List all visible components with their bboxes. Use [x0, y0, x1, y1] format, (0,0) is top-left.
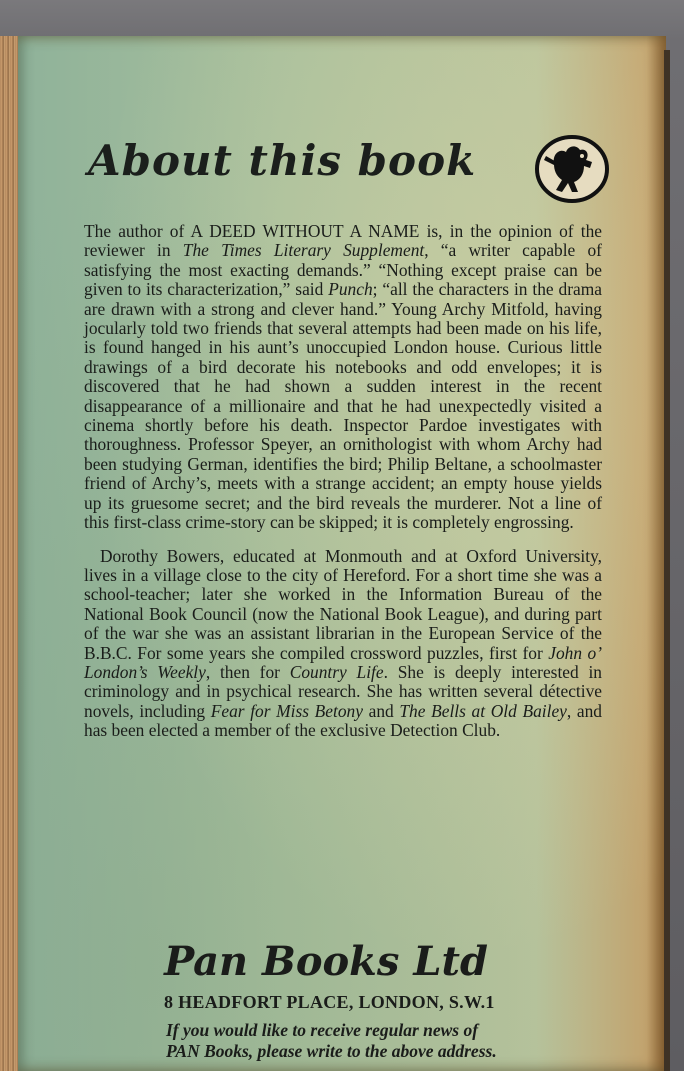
synopsis-title-2: Punch	[328, 279, 373, 300]
synopsis-title-1: The Times Literary Supplement	[182, 240, 425, 261]
synopsis-paragraph	[84, 222, 602, 533]
bio-title-2: Country Life	[289, 661, 384, 682]
publisher-notice	[166, 1020, 546, 1062]
publisher-name: Pan Books Ltd	[164, 938, 488, 985]
author-bio-paragraph	[84, 547, 602, 741]
pan-piper-logo-icon	[534, 134, 610, 204]
publisher-address: 8 HEADFORT PLACE, LONDON, S.W.1	[164, 992, 495, 1012]
page-title: About this book	[88, 136, 477, 185]
bio-text-1: Dorothy Bowers, educated at Monmouth and at Oxford University, lives in a village close to the city of Hereford. For a short time she was a school-teacher; later she worked in the Information Bureau of the National Book Council (now the National Book League), and during part of the war she was an assistant librarian in the European Service of the B.B.C. For some years she compiled crossword puzzles, first for	[84, 545, 602, 663]
bio-text-3: . She is deeply interested in criminology and in psychical research. She has written several détective novels, including	[84, 661, 602, 721]
bio-title-1: John o’ London’s Weekly	[84, 642, 602, 682]
bio-title-4: The Bells at Old Bailey	[399, 700, 567, 721]
book-back-cover	[18, 36, 666, 1071]
bio-text-5: , and has been elected a member of the exclusive Detection Club.	[84, 700, 603, 741]
synopsis-text-3: ; “all the characters in the drama are drawn with a strong and clever hand.” Young Archy Mitfold, having jocularly told two friends that several attempts had been made on his life, is found hanged in his aunt’s unoccupied London house. Curious little drawings of a bird decorate his notebooks and odd envelopes; it is discovered that he had shown a sudden interest in the recent disappearance of a millionaire and that he had unexpectedly visited a cinema shortly before his death. Inspector Pardoe investigates with thoroughness. Professor Speyer, an ornithologist with whom Archy had been studying German, identifies the bird; Philip Beltane, a schoolmaster friend of Archy’s, meets with a strange accident; an empty house yields up its gruesome secret; and the bird reveals the murderer. Not a line of this first-class crime-story can be skipped; it is completely engrossing.	[84, 279, 602, 533]
bio-text-4: and	[362, 700, 400, 721]
bio-text-2: , then for	[205, 661, 290, 682]
notice-line-1: If you would like to receive regular news of	[166, 1020, 479, 1040]
book-description	[84, 222, 602, 741]
bio-title-3: Fear for Miss Betony	[210, 700, 363, 721]
synopsis-text-1: The author of A DEED WITHOUT A NAME is, in the opinion of the reviewer in	[84, 221, 602, 261]
synopsis-text-2: , “a writer capable of satisfying the most exacting demands.” “Nothing except praise can be given to its characterization,” said	[84, 240, 602, 300]
cover-right-edge	[664, 50, 670, 1071]
notice-line-2: PAN Books, please write to the above address.	[166, 1041, 497, 1061]
